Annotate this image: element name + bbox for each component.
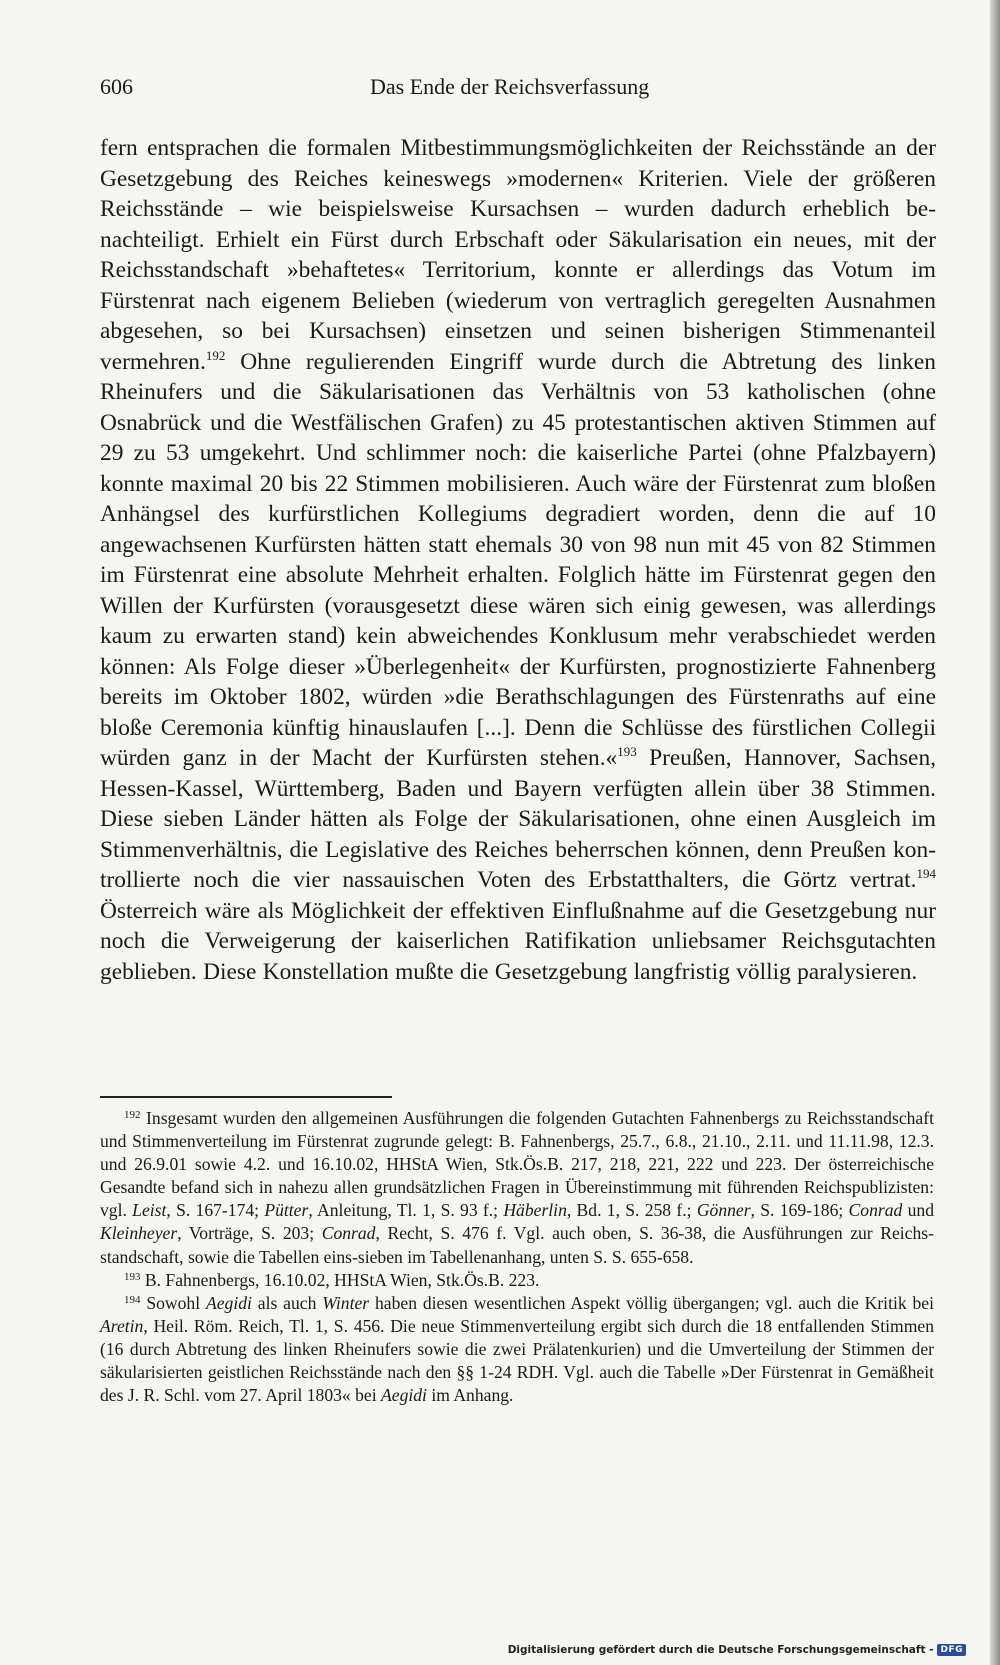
footnote-divider (100, 1096, 392, 1098)
author-name: Pütter (264, 1200, 309, 1221)
footnote-text: haben diesen wesentlichen Aspekt völlig übergangen; vgl. auch die Kritik bei (369, 1292, 934, 1313)
page-header (100, 74, 940, 114)
footnote-193 (100, 1269, 934, 1292)
page-edge-shadow (990, 0, 1000, 1665)
footnote-text: , Heil. Röm. Reich, Tl. 1, S. 456. Die neue Stimmenverteilung ergibt sich durch die 18 entfallenden Stimmen (16 durch Abtretung des linken Rheinufers sowie die zwei Prälatenkurien) und die Umverteilung der Stimmen der säkularisierten geistlichen Reichsstände nach den §§ 1-24 RDH. Vgl. auch die Tabelle »Der Fürstenrat in Gemäßheit des J. R. Schl. vom 27. April 1803« bei (100, 1315, 934, 1406)
footnote-number: 192 (124, 1109, 141, 1121)
footnote-text: , Anleitung, Tl. 1, S. 93 f.; (308, 1200, 504, 1221)
footnote-text: als auch (251, 1292, 323, 1313)
footnote-194 (100, 1292, 934, 1407)
author-name: Conrad (848, 1200, 903, 1221)
footnote-text: Insgesamt wurden den allgemeinen Ausführungen die folgenden Gutachten Fahnenbergs zu Reichsstandschaft und Stimmenverteilung im Fürstenrat zugrunde gelegt: B. Fahnenbergs, 25.7., 6.8., 21.10., 2.11. und 11.11.98, 12.3. und 26.9.01 sowie 4.2. und 16.10.02, HHStA Wien, Stk.Ös.B. 217, 218, 221, 222 und 223. Der österreichische Gesandte befand sich in nahezu allen grundsätzlichen Fragen in Übereinstimmung mit führenden Reichspublizisten: vgl. (100, 1108, 934, 1221)
footnote-ref[interactable]: 193 (617, 744, 637, 759)
footnote-text: , Bd. 1, S. 258 f.; (566, 1200, 697, 1221)
footnote-text: , S. 167-174; (166, 1200, 265, 1221)
footnote-text: , Recht, S. 476 f. Vgl. auch oben, S. 36-38, die Ausführungen zur Reichsstandschaft, sowie die Tabellen eins-sieben im Tabellenanhang, unten S. S. 655-658. (100, 1223, 934, 1267)
text-segment: Ohne regulierenden Eingriff wurde durch die Abtretung des linken Rheinufers und die Säkularisationen das Verhältnis von 53 katholischen (ohne Osnabrück und die Westfälischen Grafen) zu 45 protestantischen aktiven Stimmen auf 29 zu 53 umgekehrt. Und schlimmer noch: die kaiserliche Partei (ohne Pfalzbayern) konnte maximal 20 bis 22 Stimmen mobilisieren. Auch wäre der Fürstenrat zum bloßen Anhängsel des kurfürstlichen Kollegiums degradiert worden, denn die auf 10 angewachsenen Kurfürsten hätten statt ehemals 30 von 98 nun mit 45 von 82 Stimmen im Fürstenrat eine absolute Mehrheit erhalten. Folglich hätte im Fürstenrat gegen den Willen der Kurfürsten (vorausgesetzt diese wären sich einig gewesen, was allerdings kaum zu erwarten stand) kein abweichendes Konklusum mehr verabschiedet werden können: Als Folge dieser »Überlegenheit« der Kurfürsten, prognostizierte Fahnenberg bereits im Oktober 1802, würden »die Berathschlagungen des Fürstenraths auf eine bloße Ceremonia künftig hinauslaufen [...]. Denn die Schlüsse des fürstlichen Collegii würden ganz in der Macht der Kurfürsten stehen.« (100, 348, 936, 771)
text-segment: Österreich wäre als Möglichkeit der effektiven Einflußnahme auf die Gesetzgebung nur noch die Verweigerung der kaiserlichen Ratifikation unliebsamer Reichsgutachten geblieben. Diese Konstellation mußte die Gesetzgebung langfristig völlig paralysieren. (100, 897, 936, 985)
page-number: 606 (100, 74, 133, 99)
author-name: Aegidi (205, 1292, 252, 1313)
digitization-credit (508, 1641, 966, 1659)
main-text (100, 133, 936, 987)
footnote-text: und (902, 1200, 935, 1221)
author-name: Häberlin (503, 1200, 567, 1221)
author-name: Aegidi (381, 1385, 427, 1406)
footnotes (100, 1107, 934, 1407)
footnote-number: 194 (124, 1293, 141, 1306)
text-segment: Preußen, Hannover, Sachsen, Hessen-Kassel, Württemberg, Baden und Bayern verfügten allein über 38 Stimmen. Diese sieben Länder hätten als Folge der Säkularisationen, ohne einen Ausgleich im Stimmenverhältnis, die Legislative des Reiches beherrschen können, denn Preußen kontrollierte noch die vier nassauischen Voten des Erbstatthalters, die Görtz vertrat. (100, 745, 936, 893)
text-segment: fern entsprachen die formalen Mitbestimmungsmöglichkeiten der Reichsstände an der Gesetzgebung des Reiches keineswegs »modernen« Kriterien. Viele der größeren Reichsstände – wie beispielsweise Kursachsen – wurden dadurch erheblich benachteiligt. Erhielt ein Fürst durch Erbschaft oder Säkularisation ein neues, mit der Reichsstandschaft »behaftetes« Territorium, konnte er allerdings das Votum im Fürstenrat nach eigenem Belieben (wiederum von vertraglich geregelten Ausnahmen abgesehen, so bei Kursachsen) einsetzen und seinen bisherigen Stimmenanteil vermehren. (100, 135, 936, 375)
credit-text: Digitalisierung gefördert durch die Deutsche Forschungsgemeinschaft - (507, 1644, 934, 1656)
footnote-text: , S. 169-186; (750, 1200, 849, 1221)
footnote-text: , Vorträge, S. 203; (177, 1223, 322, 1244)
author-name: Leist (132, 1200, 167, 1221)
footnote-text: im Anhang. (426, 1385, 514, 1406)
footnote-text: Sowohl (140, 1292, 206, 1313)
running-title: Das Ende der Reichsverfassung (370, 74, 650, 99)
author-name: Aretin (100, 1315, 144, 1336)
main-paragraph (100, 133, 936, 987)
author-name: Kleinheyer (100, 1223, 178, 1244)
author-name: Conrad (321, 1223, 376, 1244)
footnote-192 (100, 1107, 934, 1269)
author-name: Gönner (696, 1200, 751, 1221)
footnote-ref[interactable]: 194 (916, 866, 936, 881)
dfg-logo-icon: DFG (937, 1644, 966, 1656)
footnote-number: 193 (124, 1270, 141, 1283)
author-name: Winter (322, 1292, 370, 1313)
footnote-text: B. Fahnenbergs, 16.10.02, HHStA Wien, Stk.Ös.B. 223. (140, 1269, 540, 1290)
footnote-ref[interactable]: 192 (205, 347, 226, 363)
